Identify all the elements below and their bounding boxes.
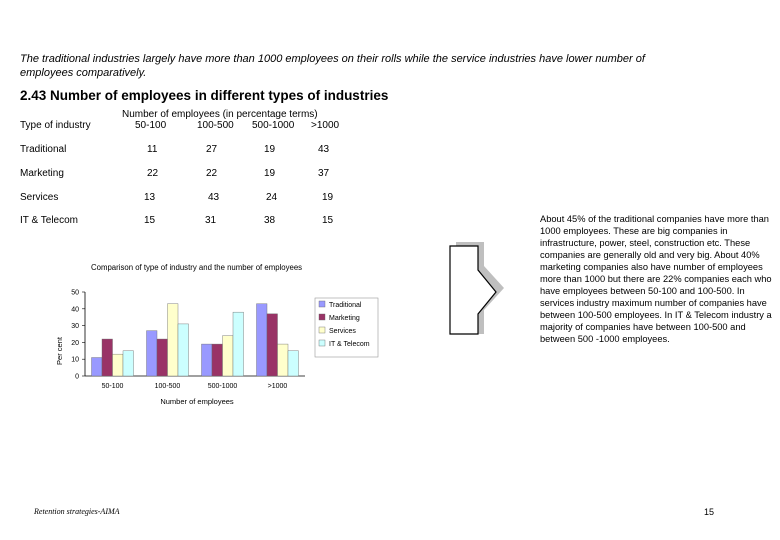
bar [102,339,113,376]
table-cell: 38 [264,215,276,226]
legend-swatch [319,314,325,320]
row-label: Services [20,192,59,203]
section-heading: 2.43 Number of employees in different types of industries [20,88,389,103]
bar [267,314,278,376]
bar-chart [50,258,390,408]
table-cell: 37 [318,168,330,179]
row-label: Marketing [20,168,64,179]
row-header: Type of industry [20,120,91,131]
page-number: 15 [704,507,715,517]
table-cell: 19 [264,168,276,179]
table-cell: 11 [147,144,158,155]
x-axis-label: Number of employees [160,397,234,406]
y-tick-label: 50 [71,289,79,297]
footer-text: Retention strategies-AIMA [34,507,120,516]
table-cell: 31 [205,215,217,226]
table-cell: 24 [266,192,278,203]
y-axis-label: Per cent [55,337,64,365]
bar [157,339,168,376]
bar [113,354,124,376]
legend-swatch [319,301,325,307]
chart-title: Comparison of type of industry and the number of employees [91,263,303,272]
legend-swatch [319,340,325,346]
y-tick-label: 0 [75,373,79,381]
y-tick-label: 10 [71,356,79,364]
legend-label: Traditional [329,302,362,309]
bar [257,304,268,376]
intro-text: The traditional industries largely have more than 1000 employees on their rolls while the service industries have lower number of employees comparatively. [20,53,645,79]
bar [212,344,223,376]
x-tick-label: 50-100 [101,383,124,390]
arrow-right-icon [448,236,512,336]
bar [223,336,234,376]
table-cell: 43 [208,192,220,203]
bar [123,351,134,376]
table-cell: 15 [322,215,334,226]
y-tick-label: 30 [71,323,79,331]
bar [168,304,179,376]
row-label: Traditional [20,144,67,155]
bar [147,331,158,376]
table-cell: 13 [144,192,156,203]
group-header: Number of employees (in percentage terms) [122,109,318,120]
column-header: 100-500 [197,120,234,131]
table-cell: 22 [206,168,218,179]
bar [178,324,189,376]
column-header: 500-1000 [252,120,295,131]
table-cell: 27 [206,144,218,155]
x-tick-label: >1000 [267,383,288,390]
bar [92,358,103,376]
table-cell: 22 [147,168,159,179]
table-cell: 43 [318,144,330,155]
x-tick-label: 500-1000 [207,383,238,390]
analysis-note: About 45% of the traditional companies have more than 1000 employees. These are big companies in infrastructure, power, steel, construction etc. These companies are generally old and very big. About 40% marketing companies also have number of employees more than 1000 but there are 22% companies each who have employees between 50-100 and 100-500. In services industry maximum number of companies have between 100-500 employees. In IT & Telecom industry a majority of companies have between 100-500 and between 500 -1000 employees. [540,214,772,344]
x-tick-label: 100-500 [154,383,181,390]
table-cell: 15 [144,215,156,226]
bar [288,351,299,376]
legend-swatch [319,327,325,333]
legend-label: Services [329,328,356,335]
bar [202,344,213,376]
column-header: >1000 [311,120,340,131]
table-cell: 19 [322,192,334,203]
table-cell: 19 [264,144,276,155]
legend-label: Marketing [329,315,360,322]
bar [278,344,289,376]
y-tick-label: 20 [71,339,79,347]
column-header: 50-100 [135,120,167,131]
legend-label: IT & Telecom [329,341,370,348]
bar [233,312,244,376]
row-label: IT & Telecom [20,215,78,226]
y-tick-label: 40 [71,306,79,314]
